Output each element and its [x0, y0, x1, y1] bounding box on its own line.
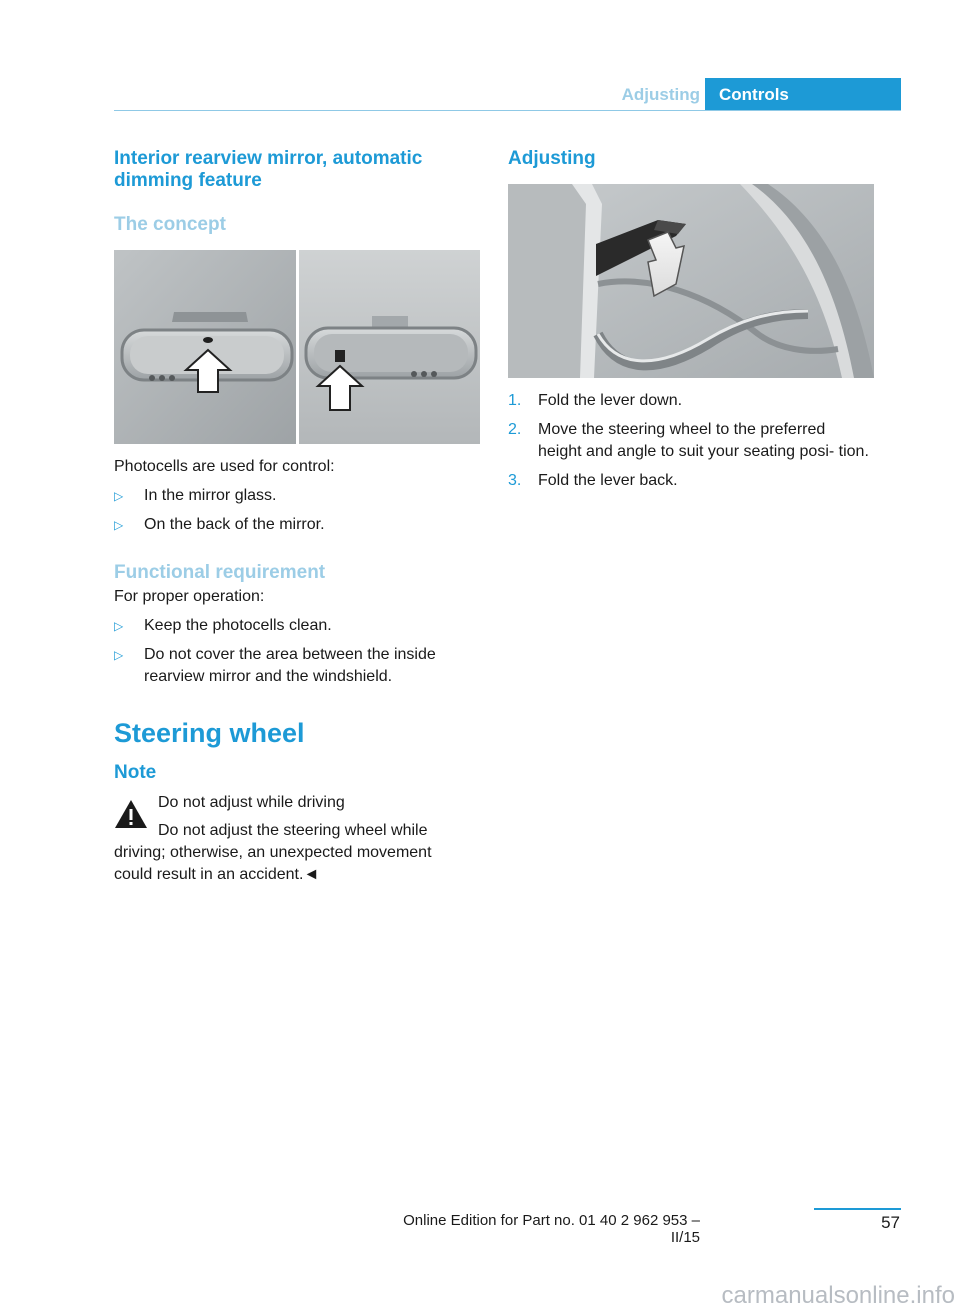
warning-text-line: driving; otherwise, an unexpected movement: [114, 844, 432, 861]
warning-title: Do not adjust while driving: [158, 794, 345, 811]
mirror-section-title: Interior rearview mirror, automatic dimming feature: [114, 148, 423, 191]
page-number: 57: [881, 1213, 900, 1232]
bullet-triangle-icon: ▷: [114, 518, 124, 532]
bullet-triangle-icon: ▷: [114, 489, 124, 503]
photocells-list: [114, 485, 480, 536]
concept-heading: The concept: [114, 214, 226, 235]
list-item: ▷ Do not cover the area between the inside rearview mirror and the windshield.: [114, 646, 436, 685]
steering-wheel-heading: Steering wheel: [114, 718, 305, 748]
warning-triangle-icon: [114, 798, 148, 830]
list-item: 2. Move the steering wheel to the preferred height and angle to suit your seating posi‐ tion.: [508, 421, 869, 460]
list-item: ▷ In the mirror glass.: [114, 485, 480, 507]
right-column: [508, 148, 874, 492]
header-tab-controls: Controls: [705, 78, 901, 111]
watermark: carmanualsonline.info: [721, 1282, 955, 1309]
warning-block: [114, 792, 480, 886]
list-item: ▷ On the back of the mirror.: [114, 514, 480, 536]
mirror-photocells-image: [114, 250, 480, 444]
left-column: [114, 148, 480, 886]
bullet-triangle-icon: ▷: [114, 648, 124, 662]
functional-requirement-heading: Functional requirement: [114, 562, 326, 583]
list-item: 3. Fold the lever back.: [508, 472, 678, 489]
adjusting-heading: Adjusting: [508, 148, 596, 169]
functional-list: [114, 615, 480, 688]
adjusting-steps: [508, 390, 874, 492]
footer-divider: [814, 1208, 901, 1210]
steering-lever-image: [508, 184, 874, 378]
functional-intro: For proper operation:: [114, 588, 265, 605]
header-divider: [114, 110, 901, 111]
list-item: ▷ Keep the photocells clean.: [114, 615, 480, 637]
bullet-triangle-icon: ▷: [114, 619, 124, 633]
photocells-intro: Photocells are used for control:: [114, 458, 335, 475]
note-heading: Note: [114, 762, 157, 783]
warning-text-line: could result in an accident.◄: [114, 866, 320, 883]
list-item: 1. Fold the lever down.: [508, 392, 683, 409]
warning-text-line: Do not adjust the steering wheel while: [158, 822, 428, 839]
footer-edition: Online Edition for Part no. 01 40 2 962 953 – II/15: [403, 1212, 700, 1246]
header-section-label: Adjusting: [621, 85, 700, 104]
